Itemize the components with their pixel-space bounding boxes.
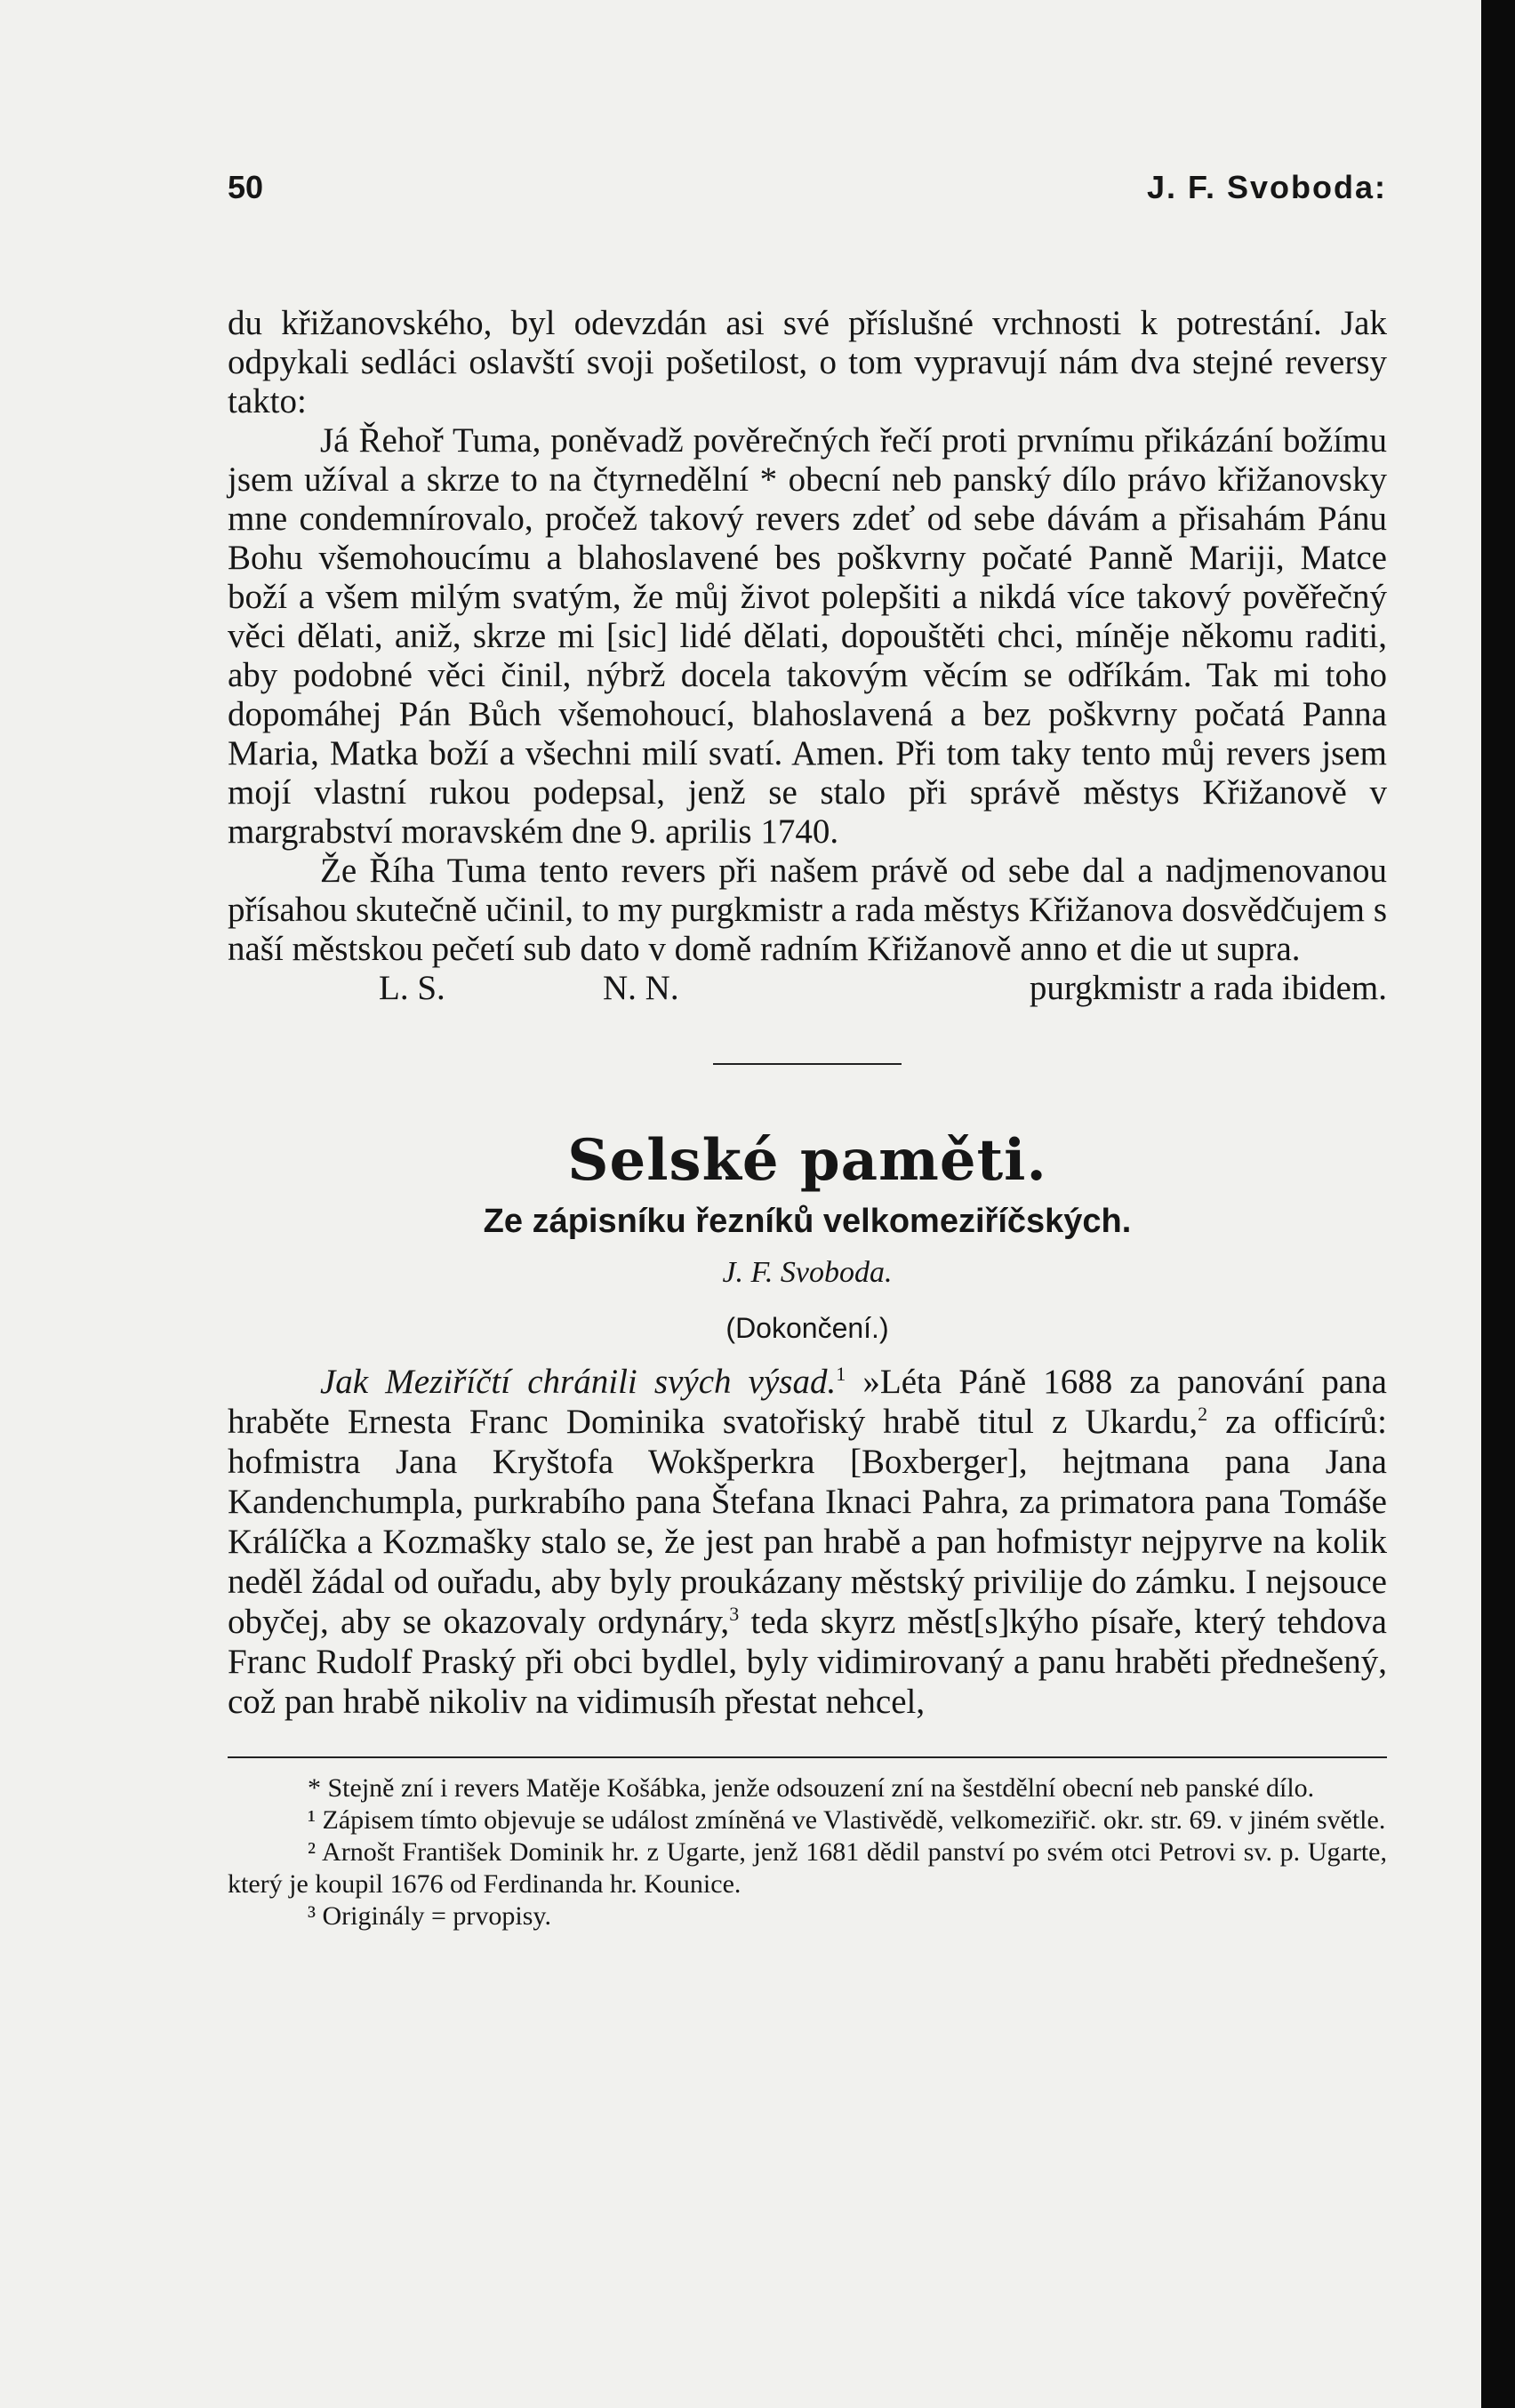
section-divider <box>713 1063 902 1065</box>
signatory-initials: N. N. <box>603 969 679 1007</box>
footnote: ³ Originály = prvopisy. <box>308 1901 551 1931</box>
article-title: Selské paměti. <box>567 1127 1047 1194</box>
footnotes <box>228 1772 1387 1932</box>
paragraph-lead: Jak Meziříčtí chránili svých výsad. <box>320 1363 837 1401</box>
footnote-divider <box>228 1756 1387 1758</box>
article-text-b: za officírů: hofmistra Jana Kryštofa Wokšperkra [Boxberger], hejtmana pana Jana Kandenchumpla, purkrabího pana Štefana Iknaci Pahra, za primatora pana Tomáše Králíčka a Kozmašky stalo se, že jest pan hrabě a pan hofmistyr nejpyrve na kolik neděl žádal od ouřadu, aby byly proukázany městský privilije do zámku. I nejsouce obyčej, aby se okazovaly ordynáry, <box>228 1403 1387 1641</box>
paragraph-attestation: Že Říha Tuma tento revers při našem právě od sebe dal a nadjmenovanou přísahou skutečně učinil, to my purgkmistr a rada městys Křižanova dosvědčujem s naší městskou pečetí sub dato v domě radním Křižanově anno et die ut supra. <box>228 852 1387 968</box>
footnote: ¹ Zápisem tímto objevuje se událost zmíněná ve Vlastivědě, velkomeziřič. okr. str. 69. v jiném světle. <box>308 1805 1386 1835</box>
footnote-mark-3: 3 <box>729 1603 740 1625</box>
signature-line <box>228 969 1387 1008</box>
article-paragraph <box>228 1362 1387 1722</box>
footnote-mark-1: 1 <box>836 1363 846 1385</box>
article-text-a: »Léta Páně 1688 za panování pana hraběte Ernesta Franc Dominika svatořiský hrabě titul z Ukardu, <box>228 1363 1387 1441</box>
book-page <box>228 169 1387 1932</box>
signatory-title: purgkmistr a rada ibidem. <box>1029 969 1387 1007</box>
running-head-author: J. F. Svoboda: <box>1146 169 1387 205</box>
article-author: J. F. Svoboda. <box>722 1256 893 1289</box>
page-number: 50 <box>228 169 264 205</box>
running-header <box>228 169 1387 208</box>
article-text-c: teda skyrz měst[s]kýho písaře, který tehdova Franc Rudolf Praský při obci bydlel, byly vidimirovaný a panu hraběti přednešený, což pan hrabě nikoliv na vidimusíh přestat nehcel, <box>228 1603 1387 1721</box>
footnote: ² Arnošt František Dominik hr. z Ugarte, jenž 1681 dědil panství po svém otci Petrovi sv. p. Ugarte, který je koupil 1676 od Ferdinanda hr. Kounice. <box>228 1837 1387 1899</box>
paragraph-continuation: du křižanovského, byl odevzdán asi své příslušné vrchnosti k potrestání. Jak odpykali sedláci oslavští svoji pošetilost, o tom vypravují nám dva stejné reversy takto: <box>228 304 1387 420</box>
article-subtitle: Ze zápisníku řezníků velkomeziříčských. <box>483 1203 1132 1240</box>
paragraph-revers: Já Řehoř Tuma, poněvadž pověrečných řečí proti prvnímu přikázání božímu jsem užíval a skrze to na čtyrnedělní * obecní neb panský dílo právo křižanovsky mne condemnírovalo, pročež takový revers zdeť od sebe dávám a přisahám Pánu Bohu všemohoucímu a blahoslavené bes poškvrny počaté Panně Mariji, Matce boží a všem milým svatým, že můj život polepšiti a nikdá více takový pověřečný věci dělati, aniž, skrze mi [sic] lidé dělati, dopouštěti chci, míněje někomu raditi, aby podobné věci činil, nýbrž docela takovým věcím se odříkám. Tak mi toho dopomáhej Pán Bůch všemohoucí, blahoslavená a bez poškvrny počatá Panna Maria, Matka boží a všechni milí svatí. Amen. Při tom taky tento můj revers jsem mojí vlastní rukou podepsal, jenž se stalo při správě městys Křižanově v margrabství moravském dne 9. aprilis 1740. <box>228 421 1387 851</box>
first-section <box>228 304 1387 969</box>
scan-edge <box>1481 0 1515 2408</box>
seal-abbreviation: L. S. <box>379 969 445 1007</box>
footnote-mark-2: 2 <box>1198 1403 1208 1425</box>
footnote: * Stejně zní i revers Matěje Košábka, jenže odsouzení zní na šestdělní obecní neb panské dílo. <box>308 1773 1315 1803</box>
continued-note: (Dokončení.) <box>725 1312 889 1344</box>
